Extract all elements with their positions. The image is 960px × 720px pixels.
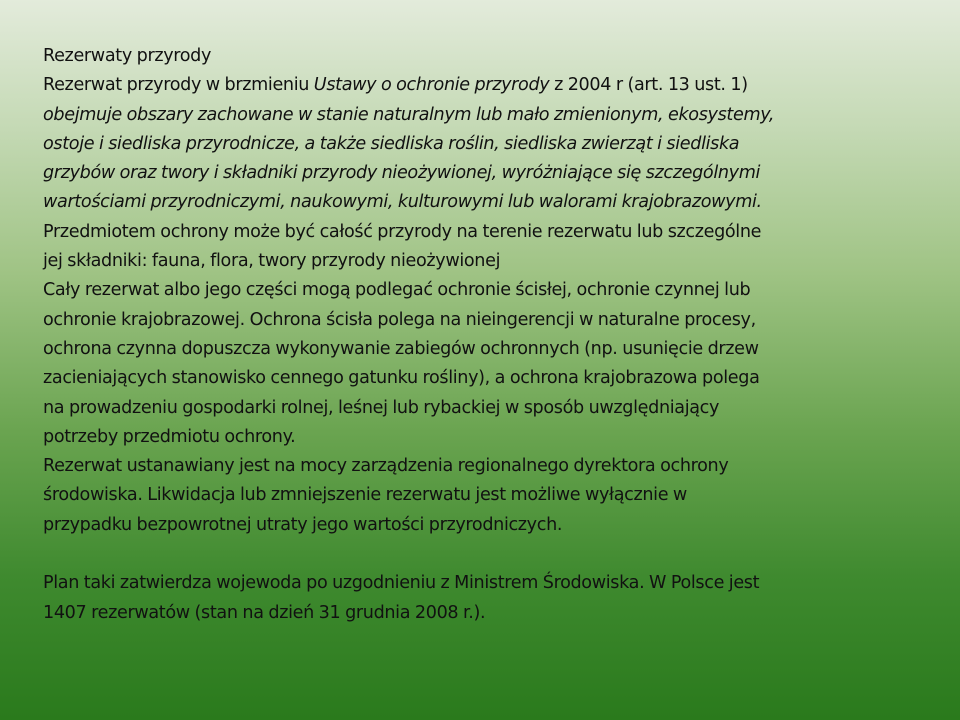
definition-quote-line: obejmuje obszary zachowane w stanie naturalnym lub mało zmienionym, ekosystemy, [43,104,775,125]
para1-intro-line [43,71,923,100]
protection-types-line: na prowadzeniu gospodarki rolnej, leśnej lub rybackiej w sposób uwzględniający [43,397,720,418]
protection-types-line: zacieniających stanowisko cennego gatunku rośliny), a ochrona krajobrazowa polega [43,368,760,389]
protection-types-line: Cały rezerwat albo jego części mogą podlegać ochronie ścisłej, ochronie czynnej lub [43,280,751,301]
establishment-line: Rezerwat ustanawiany jest na mocy zarządzenia regionalnego dyrektora ochrony [43,456,729,477]
statistics-line: Plan taki zatwierdza wojewoda po uzgodnieniu z Ministrem Środowiska. W Polsce jest [43,573,760,594]
establishment-line: przypadku bezpowrotnej utraty jego wartości przyrodniczych. [43,514,563,535]
para1-suffix: z 2004 r (art. 13 ust. 1) [549,75,748,96]
definition-quote-line: grzybów oraz twory i składniki przyrody nieożywionej, wyróżniające się szczególnymi [43,163,761,184]
protection-subject-line: jej składniki: fauna, flora, twory przyrody nieożywionej [43,251,501,272]
establishment-line: środowiska. Likwidacja lub zmniejszenie rezerwatu jest możliwe wyłącznie w [43,485,687,506]
act-name: Ustawy o ochronie przyrody [313,75,550,96]
definition-quote-line: wartościami przyrodniczymi, naukowymi, kulturowymi lub walorami krajobrazowymi. [43,192,762,213]
protection-types-line: ochrona czynna dopuszcza wykonywanie zabiegów ochronnych (np. usunięcie drzew [43,338,759,359]
paragraph-spacer [43,540,923,569]
definition-quote-line: ostoje i siedliska przyrodnicze, a także siedliska roślin, siedliska zwierząt i siedliska [43,133,740,154]
slide-text-body [43,42,923,628]
protection-subject-line: Przedmiotem ochrony może być całość przyrody na terenie rezerwatu lub szczególne [43,221,762,242]
protection-types-line: potrzeby przedmiotu ochrony. [43,426,296,447]
slide-heading: Rezerwaty przyrody [43,46,212,66]
protection-types-line: ochronie krajobrazowej. Ochrona ścisła polega na nieingerencji w naturalne procesy, [43,309,756,330]
para1-prefix: Rezerwat przyrody w brzmieniu [43,75,314,96]
statistics-line: 1407 rezerwatów (stan na dzień 31 grudnia 2008 r.). [43,602,486,623]
